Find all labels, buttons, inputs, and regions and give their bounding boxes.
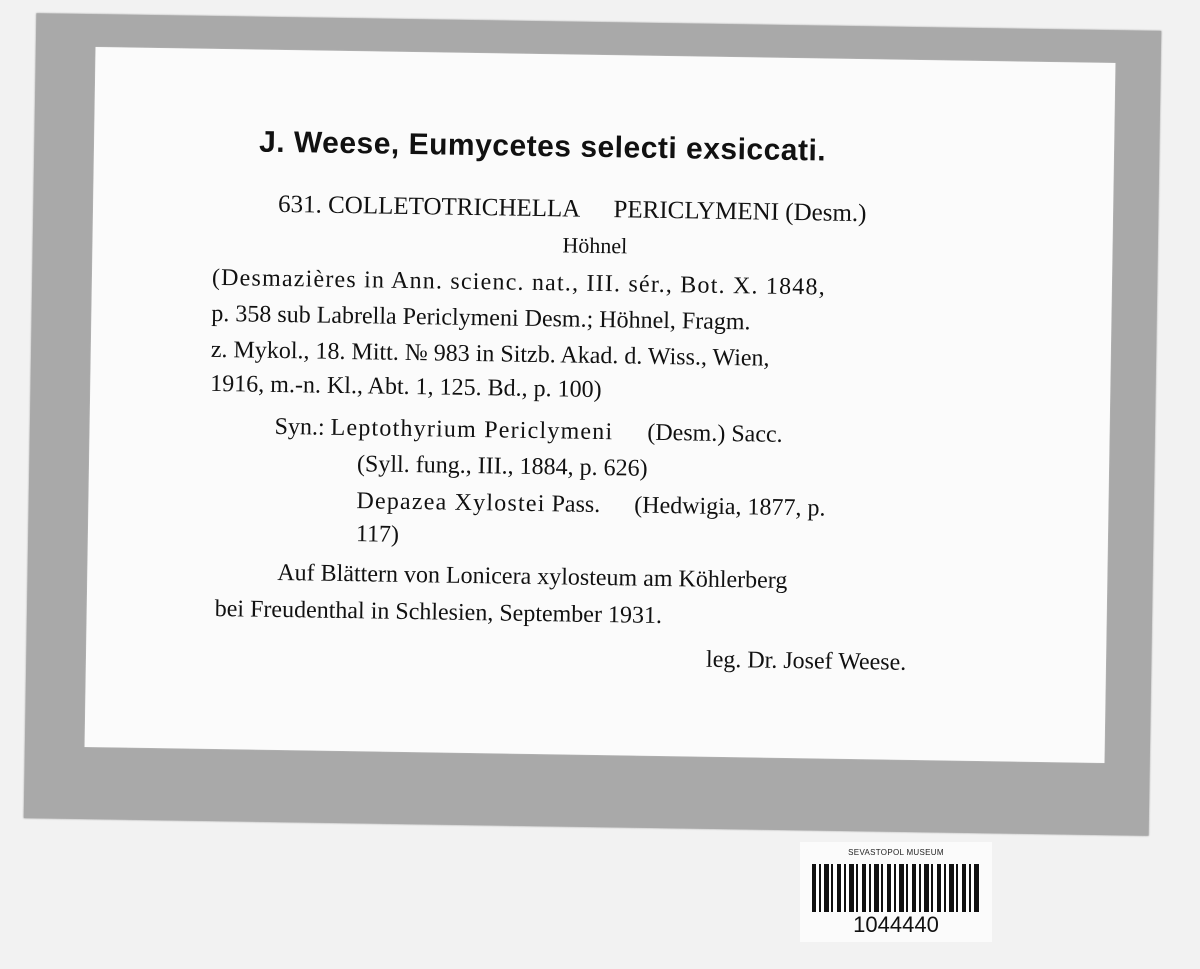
locality-line: bei Freudenthal in Schlesien, September 1931.	[214, 595, 663, 629]
locality-line: Auf Blättern von Lonicera xylosteum am Köhlerberg	[277, 559, 788, 594]
collector: leg. Dr. Josef Weese.	[705, 646, 907, 676]
genus-name: COLLETOTRICHELLA	[327, 191, 580, 223]
synonym-reference: (Hedwigia, 1877, p.	[634, 492, 826, 522]
barcode-icon	[812, 864, 980, 912]
label-title: J. Weese, Eumycetes selecti exsiccati.	[258, 125, 827, 168]
species-author: Höhnel	[562, 232, 628, 259]
synonym-line	[356, 486, 826, 523]
species-epithet: PERICLYMENI	[613, 196, 780, 226]
basionym-author: (Desm.)	[785, 198, 867, 228]
synonym-name: Depazea Xylostei	[356, 488, 546, 518]
species-number: 631.	[277, 190, 323, 219]
reference-line: z. Mykol., 18. Mitt. № 983 in Sitzb. Akad. d. Wiss., Wien,	[210, 336, 770, 372]
barcode-number: 1044440	[853, 912, 939, 937]
synonym-reference: (Syll. fung., III., 1884, p. 626)	[356, 451, 648, 482]
synonym-author: (Desm.) Sacc.	[647, 419, 783, 448]
reference-line: (Desmazières in Ann. scienc. nat., III. sér., Bot. X. 1848,	[211, 264, 827, 301]
synonym-name: Leptothyrium Periclymeni	[330, 414, 614, 446]
barcode-label	[800, 842, 992, 942]
syn-label: Syn.:	[274, 413, 325, 441]
synonym-reference-continued: 117)	[355, 521, 400, 548]
reference-line: p. 358 sub Labrella Periclymeni Desm.; Höhnel, Fragm.	[211, 300, 751, 336]
barcode-institution: SEVASTOPOL MUSEUM	[848, 848, 944, 857]
synonym-author: Pass.	[551, 491, 601, 519]
synonym-line	[274, 412, 782, 450]
reference-line: 1916, m.-n. Kl., Abt. 1, 125. Bd., p. 100)	[210, 370, 602, 404]
species-name-line	[278, 190, 867, 229]
specimen-label	[85, 47, 1116, 763]
